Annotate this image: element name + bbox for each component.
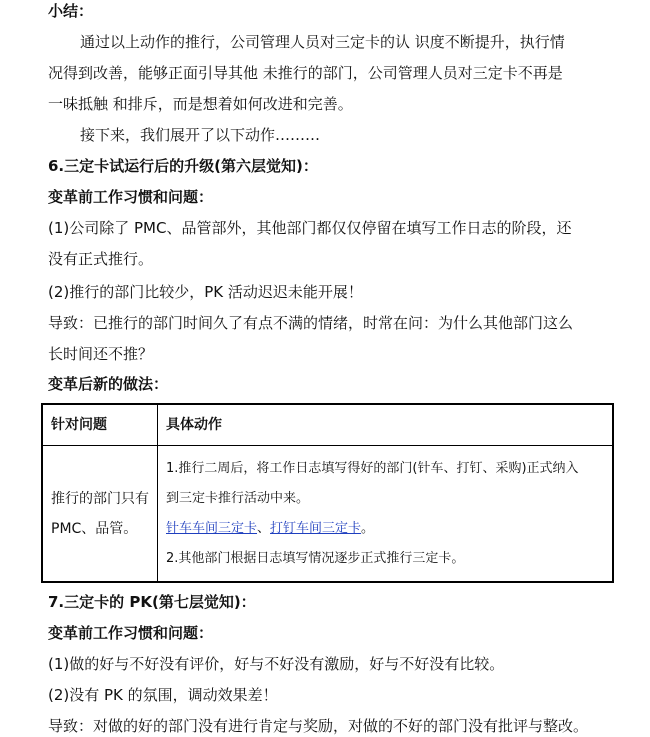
section6-problem-item: (1)公司除了 PMC、品管部外，其他部门都仅仅停留在填写工作日志的阶段，还 [48, 219, 572, 237]
section6-title: 6.三定卡试运行后的升级(第六层觉知)： [48, 157, 318, 175]
section6-problem-item: 没有正式推行。 [48, 250, 154, 268]
table-row [42, 446, 613, 583]
summary-paragraph-line: 通过以上动作的推行，公司管理人员对三定卡的认 识度不断提升，执行情 [80, 33, 565, 51]
section6-problem-item: (2)推行的部门比较少，PK 活动迟迟未能开展！ [48, 283, 363, 301]
summary-paragraph-line: 况得到改善，能够正面引导其他 未推行的部门，公司管理人员对三定卡不再是 [48, 64, 563, 82]
action-line: 到三定卡推行活动中来。 [166, 490, 310, 506]
link-period: 。 [361, 520, 375, 536]
section7-problem-item: (2)没有 PK 的氛围，调动效果差！ [48, 686, 278, 704]
section6-before-heading: 变革前工作习惯和问题： [48, 188, 214, 206]
section6-result: 长时间还不推？ [48, 345, 154, 363]
action-line: 2.其他部门根据日志填写情况逐步正式推行三定卡。 [166, 550, 465, 566]
summary-next-steps: 接下来，我们展开了以下动作……… [80, 126, 321, 144]
action-links-line [166, 514, 604, 544]
table-header-row [42, 404, 613, 446]
section7-problem-item: (1)做的好与不好没有评价，好与不好没有激励，好与不好没有比较。 [48, 655, 505, 673]
issue-text: 推行的部门只有 PMC、品管。 [51, 490, 149, 537]
link-separator: 、 [257, 520, 271, 536]
link-stitching-workshop-card[interactable]: 针车车间三定卡 [166, 520, 258, 536]
summary-heading: 小结： [48, 2, 94, 20]
section7-result: 导致：对做的好的部门没有进行肯定与奖励，对做的不好的部门没有批评与整改。 [48, 717, 589, 735]
action-line: 1.推行二周后，将工作日志填写得好的部门(针车、打钉、采购)正式纳入 [166, 460, 579, 476]
section6-result: 导致：已推行的部门时间久了有点不满的情绪，时常在问：为什么其他部门这么 [48, 314, 574, 332]
section7-before-heading: 变革前工作习惯和问题： [48, 624, 214, 642]
section6-after-heading: 变革后新的做法： [48, 375, 169, 393]
table-header-action: 具体动作 [158, 404, 614, 446]
summary-paragraph-line: 一味抵触 和排斥，而是想着如何改进和完善。 [48, 95, 353, 113]
table-header-issue: 针对问题 [42, 404, 158, 446]
link-nailing-workshop-card[interactable]: 打钉车间三定卡 [270, 520, 362, 536]
table-cell-action [158, 446, 614, 583]
actions-table [41, 403, 614, 583]
section7-title: 7.三定卡的 PK(第七层觉知)： [48, 593, 256, 611]
table-cell-issue [42, 446, 158, 583]
